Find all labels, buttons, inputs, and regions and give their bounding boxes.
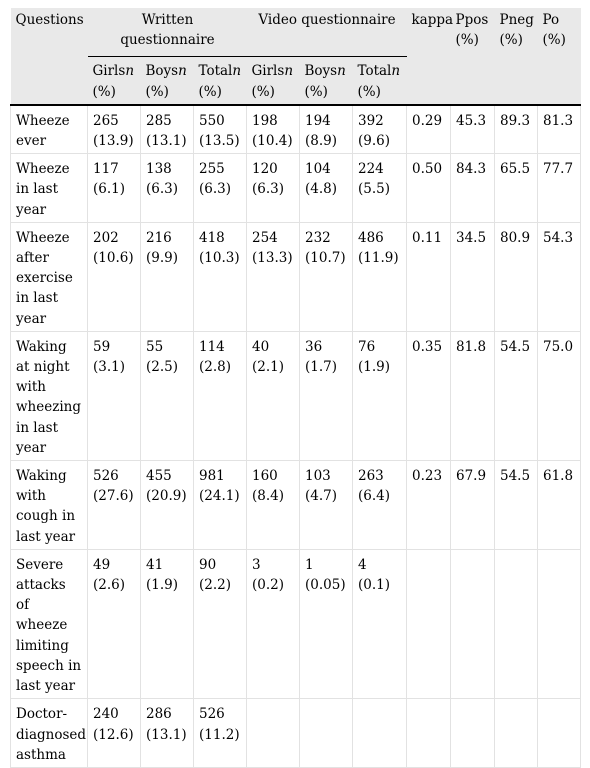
header-kappa: kappa: [411, 12, 454, 28]
question-cell: Wheeze ever: [11, 105, 88, 154]
header-pneg: Pneg (%): [499, 12, 534, 49]
count-cell: 550 (13.5): [194, 105, 247, 154]
ppos-cell: [451, 699, 495, 768]
subheader-n: n: [391, 63, 401, 80]
count-cell: 59 (3.1): [88, 331, 141, 460]
subheader-cell: [353, 57, 407, 105]
po-cell: 61.8: [538, 461, 581, 550]
count-cell: [353, 699, 407, 768]
header-ppos: Ppos (%): [455, 12, 489, 49]
subheader-pct: (%): [145, 83, 169, 100]
count-cell: 4 (0.1): [353, 549, 407, 698]
subheader-label: Girls: [251, 63, 285, 80]
subheader-cell: [194, 57, 247, 105]
header-row-1: [11, 8, 581, 57]
kappa-cell: 0.35: [407, 331, 451, 460]
count-cell: 265 (13.9): [88, 105, 141, 154]
question-cell: Doctor-diagnosed asthma: [11, 699, 88, 768]
count-cell: 103 (4.7): [300, 461, 353, 550]
count-cell: 36 (1.7): [300, 331, 353, 460]
count-cell: 1 (0.05): [300, 549, 353, 698]
subheader-pct: (%): [304, 83, 328, 100]
question-cell: Waking with cough in last year: [11, 461, 88, 550]
header-questions: Questions: [15, 12, 84, 28]
ppos-cell: 84.3: [451, 154, 495, 223]
question-cell: Severe attacks of wheeze limiting speech in last year: [11, 549, 88, 698]
table-row: [11, 331, 581, 460]
count-cell: 455 (20.9): [141, 461, 194, 550]
question-cell: Waking at night with wheezing in last year: [11, 331, 88, 460]
po-cell: 77.7: [538, 154, 581, 223]
subheader-cell: [141, 57, 194, 105]
count-cell: 90 (2.2): [194, 549, 247, 698]
count-cell: 40 (2.1): [247, 331, 300, 460]
ppos-cell: 81.8: [451, 331, 495, 460]
table-row: [11, 154, 581, 223]
question-cell: Wheeze after exercise in last year: [11, 222, 88, 331]
pneg-cell: [495, 699, 538, 768]
count-cell: 526 (11.2): [194, 699, 247, 768]
count-cell: [247, 699, 300, 768]
count-cell: 76 (1.9): [353, 331, 407, 460]
subheader-pct: (%): [251, 83, 275, 100]
count-cell: 216 (9.9): [141, 222, 194, 331]
count-cell: 198 (10.4): [247, 105, 300, 154]
kappa-cell: 0.29: [407, 105, 451, 154]
count-cell: 392 (9.6): [353, 105, 407, 154]
subheader-label: Girls: [92, 63, 126, 80]
subheader-cell: [88, 57, 141, 105]
kappa-cell: 0.50: [407, 154, 451, 223]
table-row: [11, 699, 581, 768]
po-cell: [538, 549, 581, 698]
ppos-cell: [451, 549, 495, 698]
subheader-label: Boys: [145, 63, 179, 80]
count-cell: 114 (2.8): [194, 331, 247, 460]
pneg-cell: 65.5: [495, 154, 538, 223]
count-cell: 526 (27.6): [88, 461, 141, 550]
count-cell: 286 (13.1): [141, 699, 194, 768]
subheader-n: n: [125, 63, 135, 80]
po-cell: 81.3: [538, 105, 581, 154]
header-written: Written questionnaire: [88, 8, 247, 57]
subheader-pct: (%): [357, 83, 381, 100]
subheader-pct: (%): [198, 83, 222, 100]
subheader-n: n: [284, 63, 294, 80]
table-row: [11, 105, 581, 154]
header-po: Po (%): [542, 12, 566, 49]
count-cell: 55 (2.5): [141, 331, 194, 460]
count-cell: 202 (10.6): [88, 222, 141, 331]
pneg-cell: 89.3: [495, 105, 538, 154]
count-cell: 41 (1.9): [141, 549, 194, 698]
po-cell: [538, 699, 581, 768]
count-cell: 981 (24.1): [194, 461, 247, 550]
subheader-pct: (%): [92, 83, 116, 100]
count-cell: 255 (6.3): [194, 154, 247, 223]
count-cell: 418 (10.3): [194, 222, 247, 331]
count-cell: 240 (12.6): [88, 699, 141, 768]
count-cell: 263 (6.4): [353, 461, 407, 550]
count-cell: 3 (0.2): [247, 549, 300, 698]
subheader-label: Boys: [304, 63, 338, 80]
count-cell: 117 (6.1): [88, 154, 141, 223]
table-wrapper: [10, 8, 580, 768]
subheader-n: n: [337, 63, 346, 80]
kappa-cell: [407, 549, 451, 698]
subheader-cell: [247, 57, 300, 105]
kappa-cell: [407, 699, 451, 768]
count-cell: 285 (13.1): [141, 105, 194, 154]
ppos-cell: 67.9: [451, 461, 495, 550]
question-cell: Wheeze in last year: [11, 154, 88, 223]
results-table: [10, 8, 581, 768]
count-cell: 224 (5.5): [353, 154, 407, 223]
count-cell: 232 (10.7): [300, 222, 353, 331]
subheader-label: Total: [198, 63, 233, 80]
pneg-cell: 54.5: [495, 331, 538, 460]
table-row: [11, 222, 581, 331]
po-cell: 75.0: [538, 331, 581, 460]
count-cell: [300, 699, 353, 768]
table-row: [11, 461, 581, 550]
ppos-cell: 34.5: [451, 222, 495, 331]
pneg-cell: 54.5: [495, 461, 538, 550]
count-cell: 160 (8.4): [247, 461, 300, 550]
count-cell: 104 (4.8): [300, 154, 353, 223]
count-cell: 120 (6.3): [247, 154, 300, 223]
po-cell: 54.3: [538, 222, 581, 331]
ppos-cell: 45.3: [451, 105, 495, 154]
table-row: [11, 549, 581, 698]
pneg-cell: 80.9: [495, 222, 538, 331]
count-cell: 254 (13.3): [247, 222, 300, 331]
table-body: [11, 105, 581, 768]
pneg-cell: [495, 549, 538, 698]
subheader-n: n: [178, 63, 187, 80]
kappa-cell: 0.23: [407, 461, 451, 550]
count-cell: 194 (8.9): [300, 105, 353, 154]
subheader-cell: [300, 57, 353, 105]
kappa-cell: 0.11: [407, 222, 451, 331]
count-cell: 486 (11.9): [353, 222, 407, 331]
subheader-n: n: [232, 63, 242, 80]
subheader-label: Total: [357, 63, 392, 80]
count-cell: 138 (6.3): [141, 154, 194, 223]
header-video: Video questionnaire: [247, 8, 407, 57]
count-cell: 49 (2.6): [88, 549, 141, 698]
